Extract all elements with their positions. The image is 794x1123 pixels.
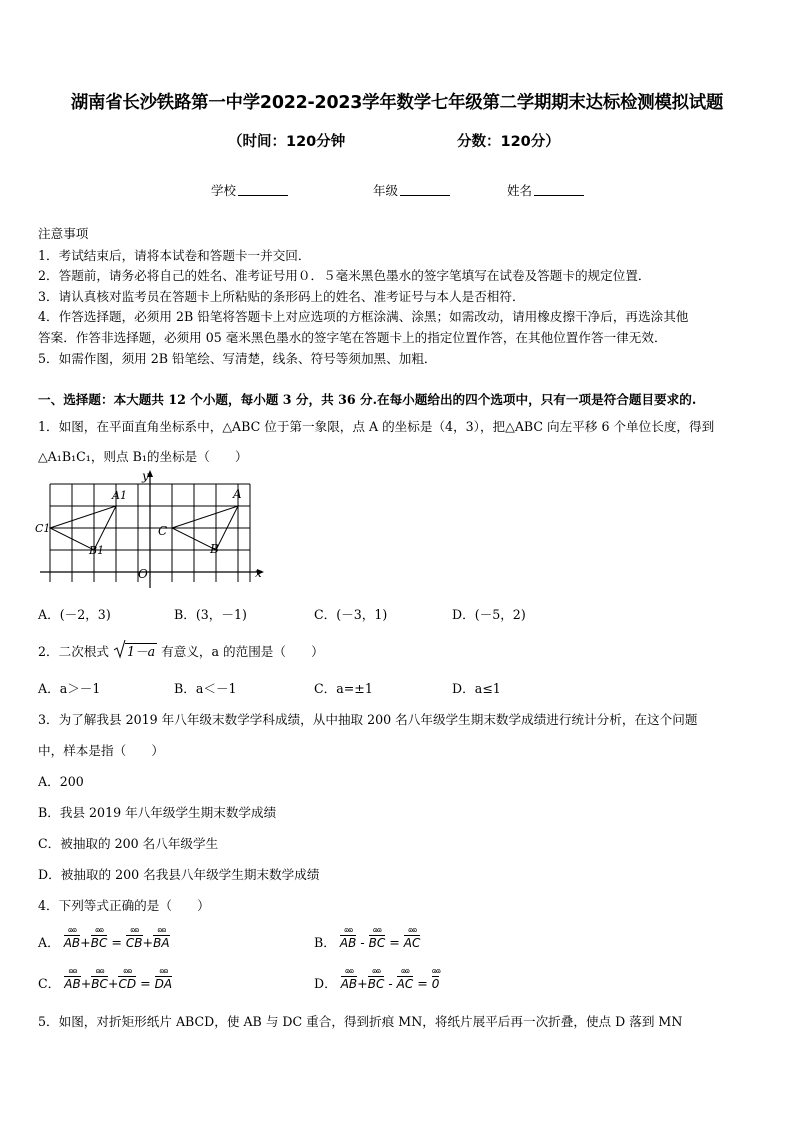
option-label: C．: [38, 976, 61, 991]
name-field: [507, 181, 584, 199]
vector-cd: ɷɷ CD: [118, 977, 136, 991]
q2-suffix: 有意义，a 的范围是（ ）: [161, 644, 324, 659]
vector-bc: ɷɷ BC: [91, 977, 108, 991]
q4-stem: 4．下列等式正确的是（ ）: [38, 898, 210, 913]
q1-option-c[interactable]: C．(－3，1): [314, 607, 388, 622]
point-a-label: A: [233, 487, 242, 501]
q2-prefix: 2．二次根式: [38, 644, 109, 659]
origin-label: O: [138, 567, 148, 581]
q1-stem-cont: △A₁B₁C₁，则点 B₁的坐标是（ ）: [38, 449, 248, 464]
vector-ac: ɷɷ AC: [404, 936, 421, 950]
vector-ab: ɷɷ AB: [64, 977, 80, 991]
school-field: [211, 181, 288, 199]
notice-item: 5．如需作图，须用 2B 铅笔绘、写清楚，线条、符号等须加黑、加粗．: [38, 351, 437, 366]
q3-option-d[interactable]: D．被抽取的 200 名我县八年级学生期末数学成绩: [38, 867, 320, 882]
vector-ab: ɷɷ AB: [340, 936, 356, 950]
zero-vector: ɷɷ 0: [432, 977, 440, 991]
radicand: 1－a: [127, 644, 156, 659]
q3-stem: 3．为了解我县 2019 年八年级末数学学科成绩，从中抽取 200 名八年级学生期末数学成绩进行统计分析，在这个问题: [38, 712, 698, 727]
q3-option-c[interactable]: C．被抽取的 200 名八年级学生: [38, 836, 219, 851]
option-label: B．: [314, 935, 336, 950]
section-heading: 一、选择题：本大题共 12 个小题，每小题 3 分，共 36 分.在每小题给出的四个选项中，只有一项是符合题目要求的.: [38, 392, 697, 407]
grade-field: [373, 181, 450, 199]
name-label: 姓名: [507, 183, 533, 198]
notice-heading: 注意事项: [38, 226, 89, 241]
q4-option-d[interactable]: D． ɷɷ AB+ɷɷ BC - ɷɷ AC = ɷɷ 0: [314, 973, 439, 992]
q1-stem: 1．如图，在平面直角坐标系中，△ABC 位于第一象限，点 A 的坐标是（4，3），把△ABC 向左平移 6 个单位长度，得到: [38, 419, 715, 434]
sqrt-expression: [113, 641, 157, 660]
grade-label: 年级: [373, 183, 399, 198]
school-blank[interactable]: [238, 183, 288, 196]
vector-ab: ɷɷ AB: [341, 977, 357, 991]
q3-option-b[interactable]: B．我县 2019 年八年级学生期末数学成绩: [38, 805, 277, 820]
q1-coordinate-figure: [30, 468, 270, 590]
q3-stem-cont: 中，样本是指（ ）: [38, 743, 164, 758]
q3-option-a[interactable]: A．200: [38, 774, 84, 789]
vector-da: ɷɷ DA: [155, 977, 172, 991]
q2-option-a[interactable]: A．a＞－1: [38, 681, 101, 696]
point-b1-label: B1: [89, 544, 105, 557]
q4-option-b[interactable]: B． ɷɷ AB - ɷɷ BC = ɷɷ AC: [314, 932, 420, 951]
notice-item: 2．答题前，请务必将自己的姓名、准考证号用０．５毫米黑色墨水的签字笔填写在试卷及答题卡的规定位置．: [38, 268, 651, 283]
exam-score: 分数：120分）: [457, 134, 560, 150]
vector-bc: ɷɷ BC: [368, 977, 385, 991]
vector-ab: ɷɷ AB: [64, 936, 80, 950]
vector-bc: ɷɷ BC: [91, 936, 108, 950]
q2-option-b[interactable]: B．a＜－1: [174, 681, 237, 696]
vector-bc: ɷɷ BC: [369, 936, 386, 950]
notice-item: 4．作答选择题，必须用 2B 铅笔将答题卡上对应选项的方框涂满、涂黑；如需改动，请用橡皮擦干净后，再选涂其他: [38, 309, 689, 324]
option-label: A．: [38, 935, 60, 950]
q1-option-a[interactable]: A．(－2，3): [38, 607, 111, 622]
page-title: 湖南省长沙铁路第一中学2022-2023学年数学七年级第二学期期末达标检测模拟试题: [70, 93, 724, 113]
school-label: 学校: [211, 183, 237, 198]
x-label: x: [255, 566, 262, 580]
name-blank[interactable]: [534, 183, 584, 196]
notice-item: 答案．作答非选择题，必须用 05 毫米黑色墨水的签字笔在答题卡上的指定位置作答，在其他位置作答一律无效．: [38, 330, 667, 345]
q1-option-d[interactable]: D．(－5，2): [452, 607, 526, 622]
y-label: y: [142, 469, 149, 483]
q2-option-c[interactable]: C．a=±1: [314, 681, 373, 696]
q4-option-a[interactable]: A． ɷɷ AB+ɷɷ BC = ɷɷ CB+ɷɷ BA: [38, 932, 170, 951]
q2-option-d[interactable]: D．a≤1: [452, 681, 501, 696]
radical-sign-icon: [113, 639, 126, 659]
q2-stem: [38, 641, 324, 660]
q5-stem: 5．如图，对折矩形纸片 ABCD，使 AB 与 DC 重合，得到折痕 MN，将纸片展平后再一次折叠，使点 D 落到 MN: [38, 1014, 683, 1029]
vector-cb: ɷɷ CB: [126, 936, 143, 950]
point-c1-label: C1: [35, 522, 51, 535]
point-c-label: C: [158, 524, 168, 538]
q4-option-c[interactable]: C． ɷɷ AB+ɷɷ BC+ɷɷ CD = ɷɷ DA: [38, 973, 172, 992]
q1-option-b[interactable]: B．(3，－1): [174, 607, 247, 622]
point-b-label: B: [210, 542, 219, 556]
exam-time: （时间：120分钟: [228, 134, 346, 150]
grade-blank[interactable]: [400, 183, 450, 196]
notice-item: 1．考试结束后，请将本试卷和答题卡一并交回．: [38, 248, 311, 263]
vector-ac: ɷɷ AC: [397, 977, 414, 991]
option-label: D．: [314, 976, 337, 991]
point-a1-label: A1: [112, 489, 127, 502]
vector-ba: ɷɷ BA: [153, 936, 169, 950]
notice-item: 3．请认真核对监考员在答题卡上所粘贴的条形码上的姓名、准考证号与本人是否相符．: [38, 289, 525, 304]
